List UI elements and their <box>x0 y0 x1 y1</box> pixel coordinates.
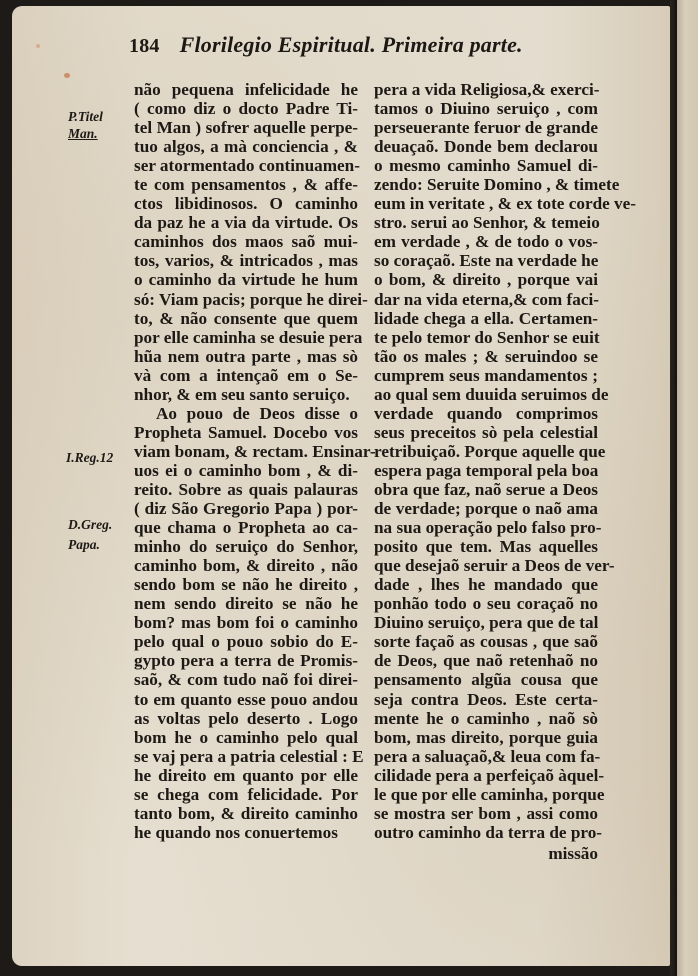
text-line: he quando nos conuertemos <box>134 822 338 842</box>
right-text-column <box>374 80 637 863</box>
text-line: to em quanto esse pouo andou <box>134 689 358 709</box>
text-line: ser atormentado continuamen- <box>134 156 360 176</box>
text-line: posito que tem. Mas aquelles <box>374 537 598 557</box>
text-line: hũa nem outra parte , mas sò <box>134 346 358 366</box>
text-line: ponhão todo o seu coraçaõ no <box>374 594 598 614</box>
text-line: sorte façaõ as cousas , que saõ <box>374 632 598 652</box>
text-line: tuo algos, a mà conciencia , & <box>134 137 358 157</box>
text-line: le que por elle caminha, porque <box>374 784 605 804</box>
text-line: seus preceitos sò pela celestial <box>374 422 598 442</box>
text-line: que desejaõ seruir a Deos de ver- <box>374 556 615 576</box>
margin-note-line: P.Titel <box>68 109 103 124</box>
text-line: deuaçaõ. Donde bem declarou <box>374 137 598 157</box>
text-line: caminhos dos maos saõ mui- <box>134 232 358 252</box>
text-line: ( como diz o docto Padre Ti- <box>134 99 358 119</box>
text-line: tão os males ; & seruindoo se <box>374 346 598 366</box>
text-line: espera paga temporal pela boa <box>374 460 599 480</box>
page-number: 184 <box>129 35 160 57</box>
text-line: tel Man ) sofrer aquelle perpe- <box>134 118 358 138</box>
running-header <box>129 32 523 58</box>
margin-note-line: D.Greg. <box>68 517 113 532</box>
text-line: se chega com felicidade. Por <box>134 784 358 804</box>
text-line: te pelo temor do Senhor se euit <box>374 327 600 347</box>
text-line: pera a vida Religiosa,& exerci- <box>374 80 600 99</box>
text-line: da paz he a via da virtude. Os <box>134 213 358 233</box>
text-line: zendo: Seruite Domino , & timete <box>374 175 620 195</box>
text-line: que chama o Propheta ao ca- <box>134 518 358 538</box>
text-line: perseuerante feruor de grande <box>374 118 598 138</box>
text-line: nem sendo direito se não he <box>134 594 358 614</box>
text-line: dar na vida eterna,& com faci- <box>374 289 599 309</box>
text-line: retribuiçaõ. Porque aquelle que <box>374 441 606 461</box>
text-line: de verdade; porque o naõ ama <box>374 499 598 519</box>
text-line: tos, varios, & intricados , mas <box>134 251 358 271</box>
text-line: eum in veritate , & ex tote corde ve- <box>374 194 637 214</box>
ink-stain <box>36 44 40 48</box>
text-line: saõ, & com tudo naõ foi direi- <box>134 670 358 690</box>
text-line: ctos libidinosos. O caminho <box>134 194 358 214</box>
text-line: uos ei o caminho bom , & di- <box>134 460 358 480</box>
ink-stain <box>64 73 70 78</box>
text-line: minho do seruiço do Senhor, <box>134 537 358 557</box>
text-line: pelo qual o pouo sobio do E- <box>134 632 358 652</box>
text-line: Diuino seruiço, pera que de tal <box>374 613 599 633</box>
margin-note-titelman <box>68 108 103 142</box>
text-line: Ao pouo de Deos disse o <box>156 403 358 423</box>
text-line: gypto pera a terra de Promis- <box>134 651 358 671</box>
text-line: não pequena infelicidade he <box>134 80 358 99</box>
text-line: na sua operação pelo falso pro- <box>374 518 602 538</box>
text-line: se mostra ser bom , assi como <box>374 803 598 823</box>
text-line: mente he o caminho , naõ sò <box>374 708 598 728</box>
text-line: cumprem seus mandamentos ; <box>374 365 598 385</box>
text-line: cilidade pera a perfeiçaõ àquel- <box>374 765 605 785</box>
text-line: pera a saluaçaõ,& leua com fa- <box>374 746 601 766</box>
text-line: lidade chega a ella. Certamen- <box>374 308 598 328</box>
text-line: só: Viam pacis; porque he direi- <box>134 289 368 309</box>
margin-note-reg <box>66 449 113 466</box>
text-line: nhor, & em seu santo seruiço. <box>134 384 350 404</box>
text-line: obra que faz, naõ serue a Deos <box>374 479 598 499</box>
text-line: bom he o caminho pelo qual <box>134 727 358 747</box>
text-line: caminho bom, & direito , não <box>134 556 358 576</box>
text-line: dade , lhes he mandado que <box>374 575 598 595</box>
text-line: as voltas pelo deserto . Logo <box>134 708 358 728</box>
text-line: por elle caminha se desuie pera <box>134 327 363 347</box>
adjacent-page-edge <box>677 0 698 976</box>
book-gutter <box>670 0 677 976</box>
text-line: pensamento algũa cousa que <box>374 670 598 690</box>
text-line: o bom, & direito , porque vai <box>374 270 598 290</box>
text-line: so coraçaõ. Este na verdade he <box>374 251 599 271</box>
text-line: Propheta Samuel. Docebo vos <box>134 422 358 442</box>
text-line: outro caminho da terra de pro- <box>374 822 603 842</box>
text-line: o mesmo caminho Samuel di- <box>374 156 598 176</box>
text-line: se vaj pera a patria celestial : E <box>134 746 364 766</box>
text-line: sendo bom se não he direito , <box>134 575 358 595</box>
text-line: reito. Sobre as quais palauras <box>134 479 358 499</box>
text-line: stro. serui ao Senhor, & temeio <box>374 213 600 233</box>
text-line: ao qual sem duuida seruimos de <box>374 384 609 404</box>
margin-note-line: I.Reg.12 <box>66 450 114 465</box>
text-line: to, & não consente que quem <box>134 308 358 328</box>
text-line: tamos o Diuino seruiço , com <box>374 99 598 119</box>
text-line: tanto bom, & direito caminho <box>134 803 358 823</box>
text-line: he direito em quanto por elle <box>134 765 358 785</box>
text-line: seja contra Deos. Este certa- <box>374 689 598 709</box>
margin-note-gregorio <box>68 516 112 553</box>
running-head-title: Florilegio Espiritual. Primeira parte. <box>179 32 523 57</box>
text-line: và com a intençaõ em o Se- <box>134 365 358 385</box>
text-line: verdade quando comprimos <box>374 403 598 423</box>
catchword: missão <box>548 843 598 863</box>
text-line: ( diz São Gregorio Papa ) por- <box>134 499 358 519</box>
text-line: em verdade , & de todo o vos- <box>374 232 598 252</box>
text-line: te com pensamentos , & affe- <box>134 175 358 195</box>
text-line: bom, mas direito, porque guia <box>374 727 598 747</box>
text-line: viam bonam, & rectam. Ensinar- <box>134 441 376 461</box>
text-line: o caminho da virtude he hum <box>134 270 358 290</box>
margin-note-line: Man. <box>68 126 98 141</box>
margin-note-line: Papa. <box>68 537 100 552</box>
text-line: bom? mas bom foi o caminho <box>134 613 358 633</box>
left-text-column <box>134 80 376 842</box>
text-line: de Deos, que naõ retenhaõ no <box>374 651 598 671</box>
